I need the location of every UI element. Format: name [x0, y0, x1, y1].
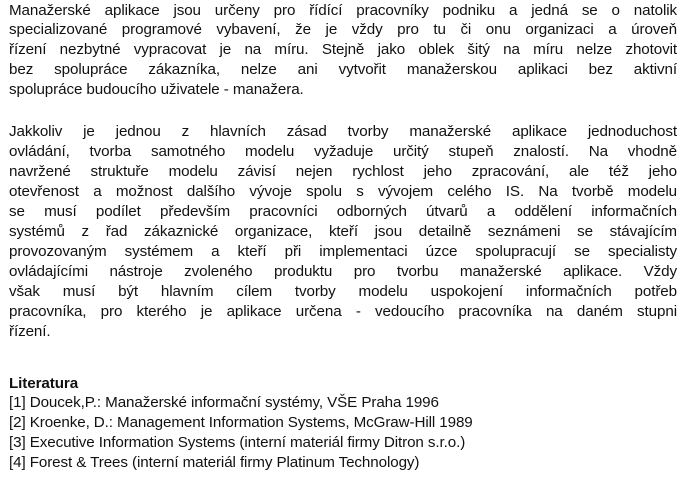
paragraph-line: specializované programové vybavení, že je vždy pro tu či onu organizaci a úroveň [9, 21, 677, 38]
literature-item: [2] Kroenke, D.: Management Information Systems, McGraw-Hill 1989 [9, 414, 473, 431]
paragraph-line: systémů z řad zákaznické organizace, kteří jsou detailně seznámeni se stávajícím [9, 223, 677, 240]
literature-item: [4] Forest & Trees (interní materiál firmy Platinum Technology) [9, 454, 420, 471]
paragraph-line: se musí podílet především pracovníci odborných útvarů a oddělení informačních [9, 203, 677, 220]
literature-heading: Literatura [9, 375, 79, 392]
paragraph-line: pracovníka, pro kterého je aplikace určena - vedoucího pracovníka na daném stupni [9, 303, 677, 320]
paragraph-line: otevřenost a možnost dalšího vývoje spolu s vývojem celého IS. Na tvorbě modelu [9, 183, 677, 200]
paragraph-line: Jakkoliv je jednou z hlavních zásad tvorby manažerské aplikace jednoduchost [9, 123, 677, 140]
literature-item: [1] Doucek,P.: Manažerské informační systémy, VŠE Praha 1996 [9, 394, 439, 411]
paragraph-line: však musí být hlavním cílem tvorby modelu uspokojení informačních potřeb [9, 283, 677, 300]
paragraph-line: provozovaným systémem a kteří při implementaci úzce spolupracují se specialisty [9, 243, 677, 260]
paragraph-line: ovládání, tvorba samotného modelu vyžaduje určitý stupeň znalostí. Na vhodně [9, 143, 677, 160]
paragraph-line: navržené struktuře modelu závisí nejen rychlost jeho zpracování, ale též jeho [9, 163, 677, 180]
paragraph-line: spolupráce budoucího uživatele - manažera. [9, 81, 304, 98]
paragraph-line: řízení. [9, 323, 51, 340]
paragraph-line: řízení nezbytné vypracovat je na míru. Stejně jako oblek šitý na míru nelze zhotovit [9, 41, 677, 58]
literature-item: [3] Executive Information Systems (interní materiál firmy Ditron s.r.o.) [9, 434, 466, 451]
paragraph-line: Manažerské aplikace jsou určeny pro řídící pracovníky podniku a jedná se o natolik [9, 2, 677, 19]
paragraph-line: ovládajícími nástroje zvoleného produktu pro tvorbu manažerské aplikace. Vždy [9, 263, 677, 280]
paragraph-line: bez spolupráce zákazníka, nelze ani vytvořit manažerskou aplikaci bez aktivní [9, 61, 677, 78]
